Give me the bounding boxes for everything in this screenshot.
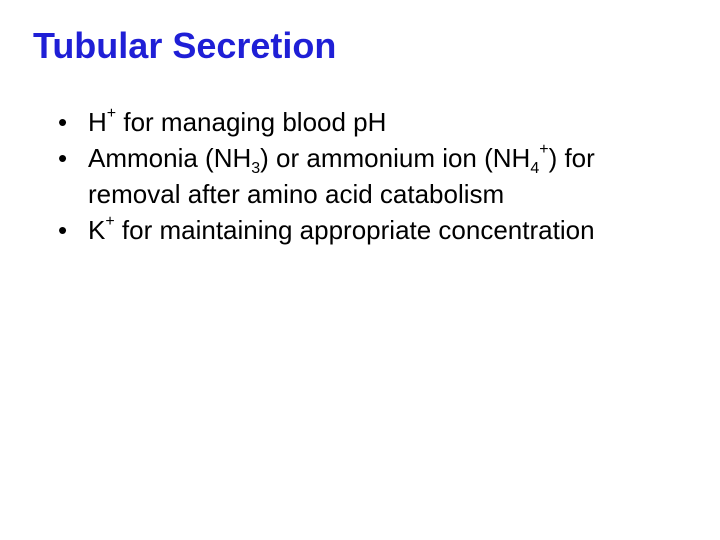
superscript-plus: + (106, 105, 117, 123)
bullet-item-potassium (58, 212, 678, 248)
bullet-item-hydrogen (58, 104, 678, 140)
bullet-icon: • (58, 215, 68, 245)
bullet-text-h: H (88, 107, 107, 137)
bullet-text-k: K (88, 215, 106, 245)
bullet-text-h-rest: for managing blood pH (116, 107, 387, 137)
bullet-text-ammonia: Ammonia (NH (88, 143, 252, 173)
bullet-item-ammonia (58, 140, 678, 212)
superscript-plus: + (105, 213, 115, 231)
superscript-plus: + (539, 141, 549, 159)
bullet-text-k-rest: for maintaining appropriate concentration (114, 215, 595, 245)
subscript-3: 3 (251, 160, 261, 178)
bullet-icon: • (58, 107, 68, 137)
subscript-4: 4 (530, 160, 540, 178)
bullet-list (58, 104, 678, 248)
slide-title: Tubular Secretion (33, 25, 337, 66)
bullet-icon: • (58, 143, 68, 173)
bullet-text-ammonium: ) or ammonium ion (NH (260, 143, 531, 173)
bullet-text-removal: ) for removal after amino acid catabolism (88, 143, 595, 209)
